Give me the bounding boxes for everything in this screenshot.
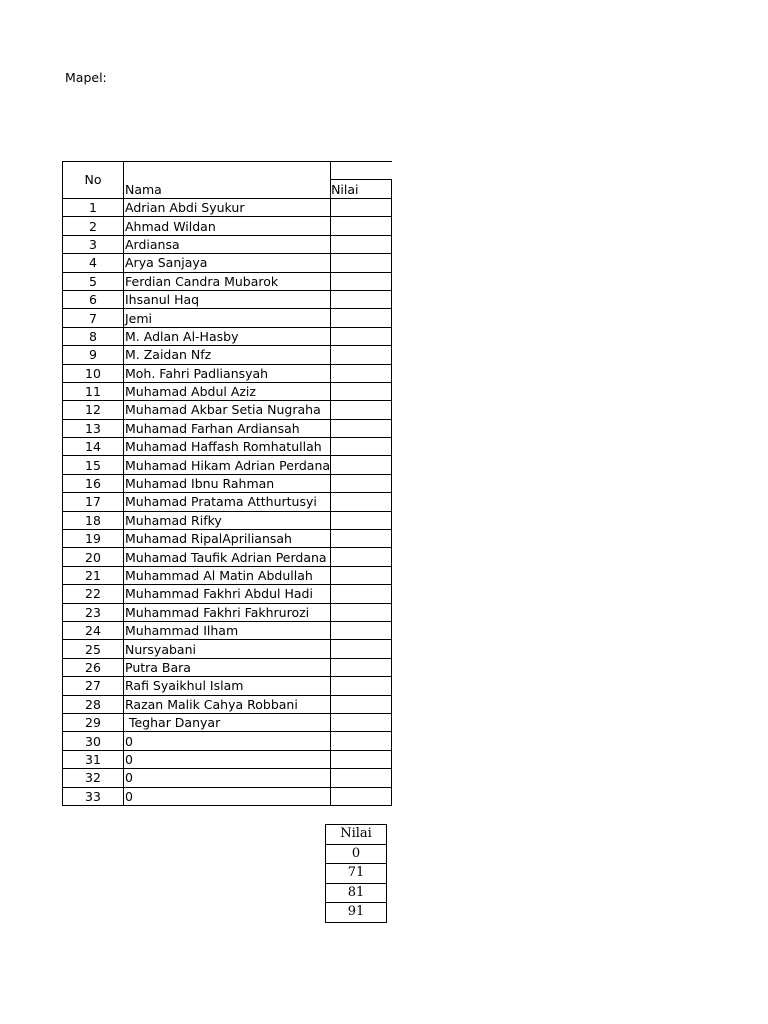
row-nama[interactable] — [124, 254, 331, 272]
row-nama[interactable] — [124, 382, 331, 400]
col-header-no: No — [63, 162, 124, 199]
row-nama-text: 0 — [125, 733, 133, 749]
row-nilai-cell[interactable] — [331, 401, 392, 419]
table-row — [63, 346, 392, 364]
row-nilai-cell[interactable] — [331, 658, 392, 676]
row-nilai-cell[interactable] — [331, 235, 392, 253]
row-nama-text: M. Zaidan Nfz — [125, 347, 212, 363]
table-row — [63, 732, 392, 750]
row-nama[interactable] — [124, 235, 331, 253]
row-nama-text: Ihsanul Haq — [125, 292, 200, 308]
row-no: 33 — [63, 787, 124, 805]
row-nama-text: Moh. Fahri Padliansyah — [125, 365, 269, 381]
table-row — [63, 419, 392, 437]
row-no: 10 — [63, 364, 124, 382]
row-no: 27 — [63, 677, 124, 695]
table-row — [63, 511, 392, 529]
row-no: 30 — [63, 732, 124, 750]
table-row — [63, 695, 392, 713]
row-nama[interactable] — [124, 419, 331, 437]
row-no: 28 — [63, 695, 124, 713]
row-nilai-cell[interactable] — [331, 346, 392, 364]
row-nama[interactable] — [124, 346, 331, 364]
lookup-value: 81 — [326, 883, 387, 903]
row-nama[interactable] — [124, 566, 331, 584]
table-row — [63, 438, 392, 456]
row-nama[interactable] — [124, 713, 331, 731]
row-nama-text: Muhamad Haffash Romhatullah — [125, 439, 322, 455]
row-no: 16 — [63, 474, 124, 492]
nilai-lookup-table — [325, 824, 387, 923]
col-header-nama: Nama — [124, 162, 331, 199]
row-no: 12 — [63, 401, 124, 419]
row-nilai-cell[interactable] — [331, 677, 392, 695]
table-row — [63, 640, 392, 658]
table-row — [63, 677, 392, 695]
row-nilai-cell[interactable] — [331, 272, 392, 290]
row-no: 6 — [63, 290, 124, 308]
row-nama[interactable] — [124, 217, 331, 235]
row-no: 19 — [63, 530, 124, 548]
row-nama[interactable] — [124, 474, 331, 492]
row-nama-text: Muhamad Hikam Adrian Perdana — [125, 457, 331, 473]
row-no: 4 — [63, 254, 124, 272]
row-no: 17 — [63, 493, 124, 511]
row-nama[interactable] — [124, 456, 331, 474]
row-nama-text: Muhamad Taufik Adrian Perdana — [125, 549, 327, 565]
row-nama[interactable] — [124, 732, 331, 750]
row-nilai-cell[interactable] — [331, 254, 392, 272]
row-nama[interactable] — [124, 309, 331, 327]
row-nilai-cell[interactable] — [331, 713, 392, 731]
row-nama[interactable] — [124, 493, 331, 511]
row-nilai-cell[interactable] — [331, 493, 392, 511]
row-no: 2 — [63, 217, 124, 235]
row-nama[interactable] — [124, 272, 331, 290]
lookup-row — [326, 864, 387, 884]
row-nama[interactable] — [124, 327, 331, 345]
row-nama-text: 0 — [125, 751, 133, 767]
table-row — [63, 254, 392, 272]
row-no: 11 — [63, 382, 124, 400]
row-nama[interactable] — [124, 290, 331, 308]
col-header-nilai: Nilai — [331, 180, 392, 199]
row-nama-text: Muhamad Rifky — [125, 512, 222, 528]
col-header-nilai-spacer — [331, 162, 392, 180]
table-row — [63, 548, 392, 566]
header-row-top — [63, 162, 392, 180]
row-nama[interactable] — [124, 640, 331, 658]
table-row — [63, 217, 392, 235]
row-nilai-cell[interactable] — [331, 364, 392, 382]
row-nilai-cell[interactable] — [331, 474, 392, 492]
row-nama[interactable] — [124, 364, 331, 382]
lookup-row — [326, 903, 387, 923]
row-nama[interactable] — [124, 401, 331, 419]
row-nama[interactable] — [124, 658, 331, 676]
row-nilai-cell[interactable] — [331, 438, 392, 456]
row-nama[interactable] — [124, 695, 331, 713]
row-nilai-cell[interactable] — [331, 327, 392, 345]
row-nama[interactable] — [124, 621, 331, 639]
row-no: 3 — [63, 235, 124, 253]
row-nama-text: Muhammad Ilham — [125, 623, 239, 639]
row-no: 13 — [63, 419, 124, 437]
row-nilai-cell[interactable] — [331, 548, 392, 566]
row-no: 1 — [63, 199, 124, 217]
row-nama-text: Muhamad Farhan Ardiansah — [125, 420, 300, 436]
table-row — [63, 769, 392, 787]
row-no: 24 — [63, 621, 124, 639]
row-no: 5 — [63, 272, 124, 290]
row-nilai-cell[interactable] — [331, 419, 392, 437]
lookup-value: 71 — [326, 864, 387, 884]
table-row — [63, 327, 392, 345]
table-row — [63, 272, 392, 290]
table-row — [63, 401, 392, 419]
row-no: 8 — [63, 327, 124, 345]
row-nilai-cell[interactable] — [331, 585, 392, 603]
row-nama[interactable] — [124, 548, 331, 566]
table-row — [63, 382, 392, 400]
row-nama-text: Putra Bara — [125, 659, 191, 675]
table-row — [63, 713, 392, 731]
table-row — [63, 787, 392, 805]
row-nama[interactable] — [124, 750, 331, 768]
row-nama-text: Rafi Syaikhul Islam — [125, 678, 244, 694]
row-nama-text: Muhamad Ibnu Rahman — [125, 476, 275, 492]
lookup-row — [326, 883, 387, 903]
row-nilai-cell[interactable] — [331, 769, 392, 787]
row-no: 22 — [63, 585, 124, 603]
row-nilai-cell[interactable] — [331, 199, 392, 217]
table-row — [63, 530, 392, 548]
lookup-value: 91 — [326, 903, 387, 923]
mapel-label: Mapel: — [65, 70, 107, 85]
row-nilai-cell[interactable] — [331, 217, 392, 235]
row-nama-text: 0 — [125, 770, 133, 786]
row-nama-text: Muhammad Fakhri Fakhrurozi — [125, 604, 310, 620]
table-row — [63, 456, 392, 474]
table-row — [63, 474, 392, 492]
row-no: 15 — [63, 456, 124, 474]
row-nilai-cell[interactable] — [331, 511, 392, 529]
row-nama-text: Muhammad Al Matin Abdullah — [125, 568, 313, 583]
row-nama-text: Jemi — [125, 310, 153, 326]
row-nama-text: Muhamad Akbar Setia Nugraha — [125, 402, 321, 418]
row-nilai-cell[interactable] — [331, 309, 392, 327]
row-nama-text: Muhamad Abdul Aziz — [125, 384, 256, 400]
row-nama-text: Ardiansa — [125, 236, 180, 252]
row-no: 26 — [63, 658, 124, 676]
row-no: 18 — [63, 511, 124, 529]
row-nama[interactable] — [124, 585, 331, 603]
table-row — [63, 309, 392, 327]
lookup-header: Nilai — [326, 825, 387, 845]
row-nilai-cell[interactable] — [331, 695, 392, 713]
lookup-row — [326, 844, 387, 864]
row-no: 14 — [63, 438, 124, 456]
row-nilai-cell[interactable] — [331, 640, 392, 658]
row-no: 9 — [63, 346, 124, 364]
row-nilai-cell[interactable] — [331, 530, 392, 548]
row-nilai-cell[interactable] — [331, 382, 392, 400]
table-row — [63, 199, 392, 217]
row-no: 25 — [63, 640, 124, 658]
row-nama[interactable] — [124, 787, 331, 805]
row-nilai-cell[interactable] — [331, 750, 392, 768]
row-no: 20 — [63, 548, 124, 566]
row-nama-text: Nursyabani — [125, 641, 196, 657]
student-roster-table — [62, 161, 392, 806]
row-no: 32 — [63, 769, 124, 787]
row-no: 23 — [63, 603, 124, 621]
row-no: 21 — [63, 566, 124, 584]
row-nama-text: Muhammad Fakhri Abdul Hadi — [125, 586, 313, 602]
row-nama[interactable] — [124, 769, 331, 787]
row-nama[interactable] — [124, 438, 331, 456]
row-nilai-cell[interactable] — [331, 787, 392, 805]
row-nama-text: Muhamad RipalApriliansah — [125, 531, 292, 547]
row-nama-text: Ahmad Wildan — [125, 218, 216, 234]
row-nama-text: Adrian Abdi Syukur — [125, 200, 245, 216]
row-nama-text: Teghar Danyar — [125, 715, 221, 731]
lookup-header-row — [326, 825, 387, 845]
table-row — [63, 603, 392, 621]
row-nama-text: Muhamad Pratama Atthurtusyi — [125, 494, 317, 510]
row-nama-text: Arya Sanjaya — [125, 255, 208, 271]
row-nilai-cell[interactable] — [331, 732, 392, 750]
row-nama[interactable] — [124, 511, 331, 529]
row-nilai-cell[interactable] — [331, 566, 392, 584]
row-nilai-cell[interactable] — [331, 456, 392, 474]
table-row — [63, 750, 392, 768]
row-no: 7 — [63, 309, 124, 327]
table-row — [63, 235, 392, 253]
table-row — [63, 585, 392, 603]
row-nama-text: 0 — [125, 788, 133, 804]
row-nama[interactable] — [124, 199, 331, 217]
table-row — [63, 364, 392, 382]
table-row — [63, 493, 392, 511]
row-no: 31 — [63, 750, 124, 768]
row-nilai-cell[interactable] — [331, 621, 392, 639]
lookup-value: 0 — [326, 844, 387, 864]
table-row — [63, 290, 392, 308]
row-nama[interactable] — [124, 603, 331, 621]
row-nama-text: Razan Malik Cahya Robbani — [125, 696, 298, 712]
row-nilai-cell[interactable] — [331, 603, 392, 621]
row-nama-text: Ferdian Candra Mubarok — [125, 273, 279, 289]
table-row — [63, 621, 392, 639]
row-no: 29 — [63, 713, 124, 731]
row-nama[interactable] — [124, 677, 331, 695]
row-nama[interactable] — [124, 530, 331, 548]
row-nama-text: M. Adlan Al-Hasby — [125, 328, 239, 344]
table-row — [63, 658, 392, 676]
table-row — [63, 566, 392, 584]
row-nilai-cell[interactable] — [331, 290, 392, 308]
